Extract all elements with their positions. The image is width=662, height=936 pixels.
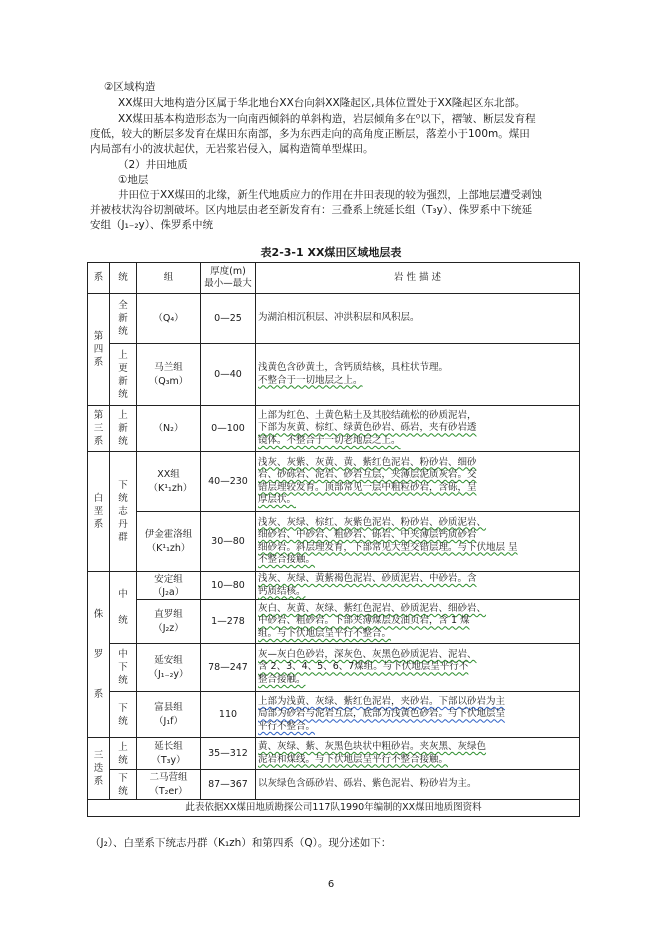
- strata-table: [87, 262, 580, 817]
- description-cell: 上部为红色、土黄色粘土及其胶结疏松的砂质泥岩， 下部为灰黄、棕红、绿黄色砂岩、砾岩，夹有砂岩透 镜体。不整合于一切老地层之上。: [256, 406, 580, 452]
- thickness-cell: 110: [201, 692, 256, 738]
- system-cretaceous: 白垩系: [88, 452, 110, 572]
- table-row: [88, 770, 580, 800]
- group-cell: 二马营组（T₂er）: [137, 770, 201, 800]
- description-cell: 灰—灰白色砂岩，深灰色、灰黑色砂质泥岩、泥岩、 含 2、3、4、5、6、7煤组。与下伏地层呈平行不 整合接触。: [256, 644, 580, 692]
- section-heading-strata: ①地层: [118, 174, 149, 186]
- description-cell: 灰白、灰黄、灰绿、紫红色泥岩、砂质泥岩、细砂岩、 中砂岩、粗砂岩。下部夹薄煤层及油页岩，含 1 煤 组。与下伏地层呈平行不整合。: [256, 600, 580, 644]
- thickness-cell: 1—278: [201, 600, 256, 644]
- section-heading-mine-geology: （2）井田地质: [118, 159, 188, 171]
- thickness-cell: 40—230: [201, 452, 256, 512]
- table-row: [88, 572, 580, 600]
- header-thickness: [201, 263, 256, 294]
- series-cell: 上新统: [110, 406, 137, 452]
- description-cell: 浅黄色含砂黄土，含钙质结核，具柱状节理。 不整合于一切地层之上。: [256, 344, 580, 406]
- description-cell: 浅灰、灰紫、灰黄、黄、紫红色泥岩、粉砂岩、细砂 岩、砂砾岩、泥岩、砂岩互层，夹薄层泥质灰岩。交 错层理较发育。顶部常见一层中粗粒砂岩，含砾，呈 厚层状。: [256, 452, 580, 512]
- group-cell: 马兰组（Q₃m）: [137, 344, 201, 406]
- thickness-cell: 0—25: [201, 294, 256, 344]
- thickness-cell: 87—367: [201, 770, 256, 800]
- paragraph-line: XX煤田大地构造分区属于华北地台XX台向斜XX隆起区,具体位置处于XX隆起区东北部。: [118, 97, 526, 109]
- system-triassic: 三迭系: [88, 738, 110, 800]
- group-cell: 安定组（J₂a）: [137, 572, 201, 600]
- thickness-cell: 0—100: [201, 406, 256, 452]
- paragraph-line: 内局部有小的波状起伏，无岩浆岩侵入，属构造简单型煤田。: [90, 143, 374, 155]
- table-row: [88, 452, 580, 512]
- header-description: 岩 性 描 述: [256, 263, 580, 294]
- group-cell: 伊金霍洛组（K¹₁zh）: [137, 512, 201, 572]
- thickness-cell: 10—80: [201, 572, 256, 600]
- paragraph-line: 安组（J₁₋₂y）、侏罗系中统: [90, 219, 214, 231]
- group-cell: XX组（K¹₁zh）: [137, 452, 201, 512]
- table-header-row: [88, 263, 580, 294]
- table-title: 表2-3-1 XX煤田区域地层表: [260, 246, 402, 259]
- series-cell: 全新统: [110, 294, 137, 344]
- table-row: [88, 344, 580, 406]
- header-thickness-range: 最小—最大: [204, 278, 252, 289]
- table-row: [88, 294, 580, 344]
- paragraph-line: （J₂）、白垩系下统志丹群（K₁zh）和第四系（Q）。现分述如下：: [90, 837, 392, 849]
- table-row: [88, 738, 580, 770]
- system-tertiary: 第三系: [88, 406, 110, 452]
- thickness-cell: 78—247: [201, 644, 256, 692]
- header-system: 系: [88, 263, 110, 294]
- series-cell: 中下统: [110, 644, 137, 692]
- group-cell: 延长组（T₃y）: [137, 738, 201, 770]
- series-cell: 下统: [110, 692, 137, 738]
- table-row: [88, 406, 580, 452]
- series-cell: 下统志丹群: [110, 452, 137, 572]
- group-cell: 延安组（J₁₋₂y）: [137, 644, 201, 692]
- header-group: 组: [137, 263, 201, 294]
- series-cell: 上统: [110, 738, 137, 770]
- description-cell: 以灰绿色含砾砂岩、砾岩、紫色泥岩、粉砂岩为主。: [256, 770, 580, 800]
- paragraph-line: 度低，较大的断层多发育在煤田东南部，多为东西走向的高角度正断层，落差小于100m。煤田: [90, 128, 530, 140]
- table-row: [88, 600, 580, 644]
- description-cell: 浅灰、灰绿、黄紫褐色泥岩、砂质泥岩、中砂岩。含 钙质结核。: [256, 572, 580, 600]
- description-cell: 为湖泊相沉积层、冲洪积层和风积层。: [256, 294, 580, 344]
- group-cell: 直罗组（J₂z）: [137, 600, 201, 644]
- group-cell: （Q₄）: [137, 294, 201, 344]
- table-row: [88, 692, 580, 738]
- header-thickness-unit: 厚度(m): [210, 266, 246, 277]
- thickness-cell: 0—40: [201, 344, 256, 406]
- table-source-note: 此表依据XX煤田地质勘探公司117队1990年编制的XX煤田地质图资料: [88, 800, 580, 817]
- series-cell: 中统: [110, 572, 137, 644]
- page-number: 6: [327, 879, 335, 890]
- thickness-cell: 30—80: [201, 512, 256, 572]
- thickness-cell: 35—312: [201, 738, 256, 770]
- description-cell: 黄、灰绿、紫、灰黑色块状中粗砂岩。夹灰黑、灰绿色 泥岩和煤线。与下伏地层呈平行不整合接触。: [256, 738, 580, 770]
- group-cell: （N₂）: [137, 406, 201, 452]
- series-cell: 下统: [110, 770, 137, 800]
- table-row: [88, 644, 580, 692]
- paragraph-line: 并被枝状沟谷切割破坏。区内地层由老至新发育有：三叠系上统延长组（T₃y）、侏罗系中下统延: [90, 204, 533, 216]
- system-jurassic: 侏罗系: [88, 572, 110, 738]
- header-series: 统: [110, 263, 137, 294]
- section-heading-regional-structure: ②区域构造: [104, 81, 156, 93]
- table-row: [88, 512, 580, 572]
- group-cell: 富县组（J₁f）: [137, 692, 201, 738]
- description-cell: 上部为浅黄、灰绿、紫红色泥岩，夹砂岩。下部以砂岩为主 局部为砂岩与泥岩互层，底部为浅黄色砂岩。与下伏地层呈 平行不整合。: [256, 692, 580, 738]
- system-quaternary: 第四系: [88, 294, 110, 406]
- paragraph-line: XX煤田基本构造形态为一向南西倾斜的单斜构造，岩层倾角多在⁰以下，褶皱、断层发育程: [118, 113, 536, 125]
- paragraph-line: 井田位于XX煤田的北缘，新生代地质应力的作用在井田表现的较为强烈，上部地层遭受剥蚀: [118, 189, 542, 201]
- table-note-row: [88, 800, 580, 817]
- series-cell: 上更新统: [110, 344, 137, 406]
- description-cell: 浅灰、灰绿、棕红、灰紫色泥岩、粉砂岩、砂质泥岩、 细砂岩、中砂岩、粗砂岩、砾岩、中夹薄层钙质砂岩 细砂岩。斜层理发育，下部常见大型交错层理。与下伏地层 呈 不整合接触。: [256, 512, 580, 572]
